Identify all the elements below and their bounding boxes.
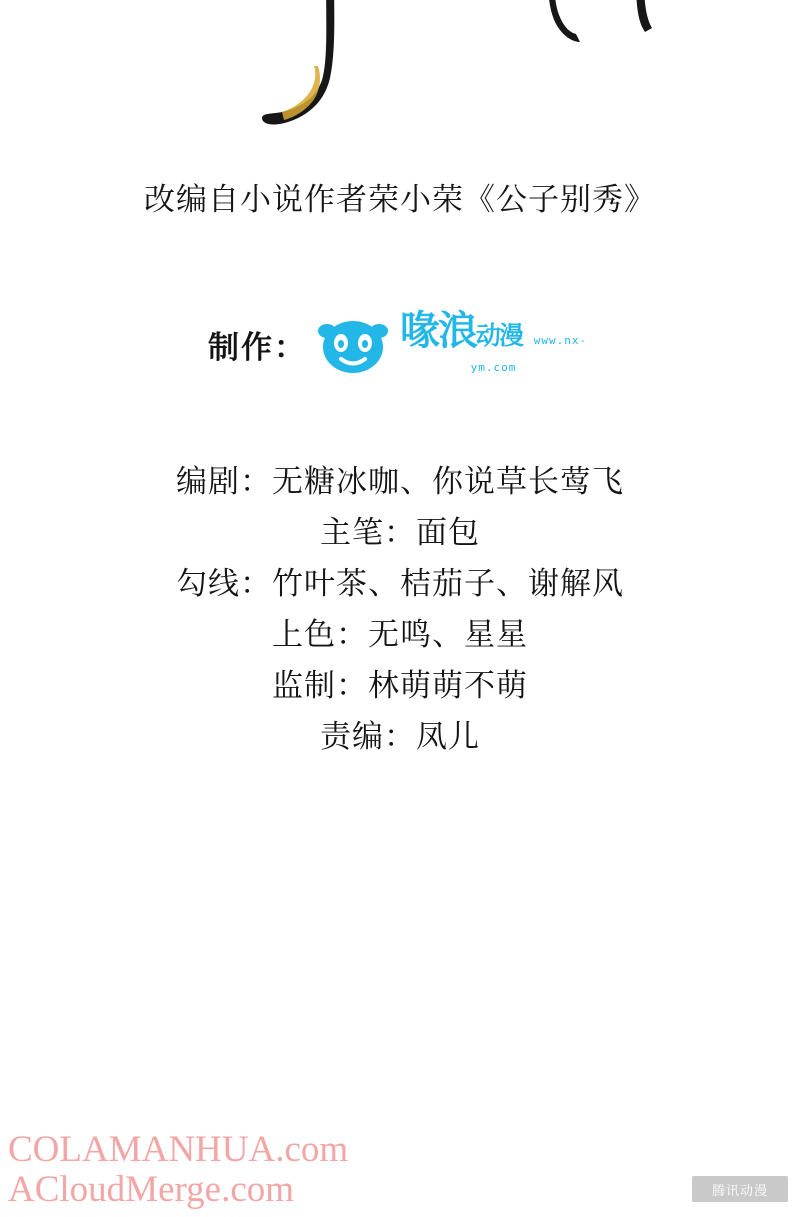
staff-line-color: 上色：无鸣、星星 [272,617,528,653]
staff-list [0,457,800,763]
adaptation-line: 改编自小说作者荣小荣《公子别秀》 [144,182,656,218]
credits-block [0,160,800,763]
ink-stroke-right-b [636,0,652,32]
watermark-acloudmerge: ACloudMerge.com [8,1169,295,1210]
staff-line-lead-art: 主笔：面包 [320,515,480,551]
staff-line-writer: 编剧：无糖冰咖、你说草长莺飞 [176,464,624,500]
ink-brush-decoration [0,0,800,150]
panda-mask-icon [317,313,389,375]
staff-line-supervisor: 监制：林萌萌不萌 [272,668,528,704]
watermark-colamanhua: COLAMANHUA.com [8,1129,349,1170]
producer-row [0,301,800,387]
ink-stroke-right-a [548,0,580,42]
producer-label: 制作： [208,329,307,366]
ink-stroke-left [262,0,334,125]
logo-main-text: 喙浪动漫 [399,308,522,354]
logo-small-text: 动漫 [475,321,522,350]
ink-stroke-svg [0,0,800,150]
platform-badge-label: 腾讯动漫 [711,1183,768,1199]
staff-line-lineart: 勾线：竹叶茶、桔茄子、谢解风 [176,566,624,602]
logo-wordmark [395,309,592,379]
logo-url-text: www.nx-ym.com [470,334,588,374]
platform-badge [692,1176,788,1202]
staff-line-editor: 责编：凤儿 [320,719,480,755]
studio-logo [317,301,592,387]
ink-gold-accent-left [282,66,320,120]
